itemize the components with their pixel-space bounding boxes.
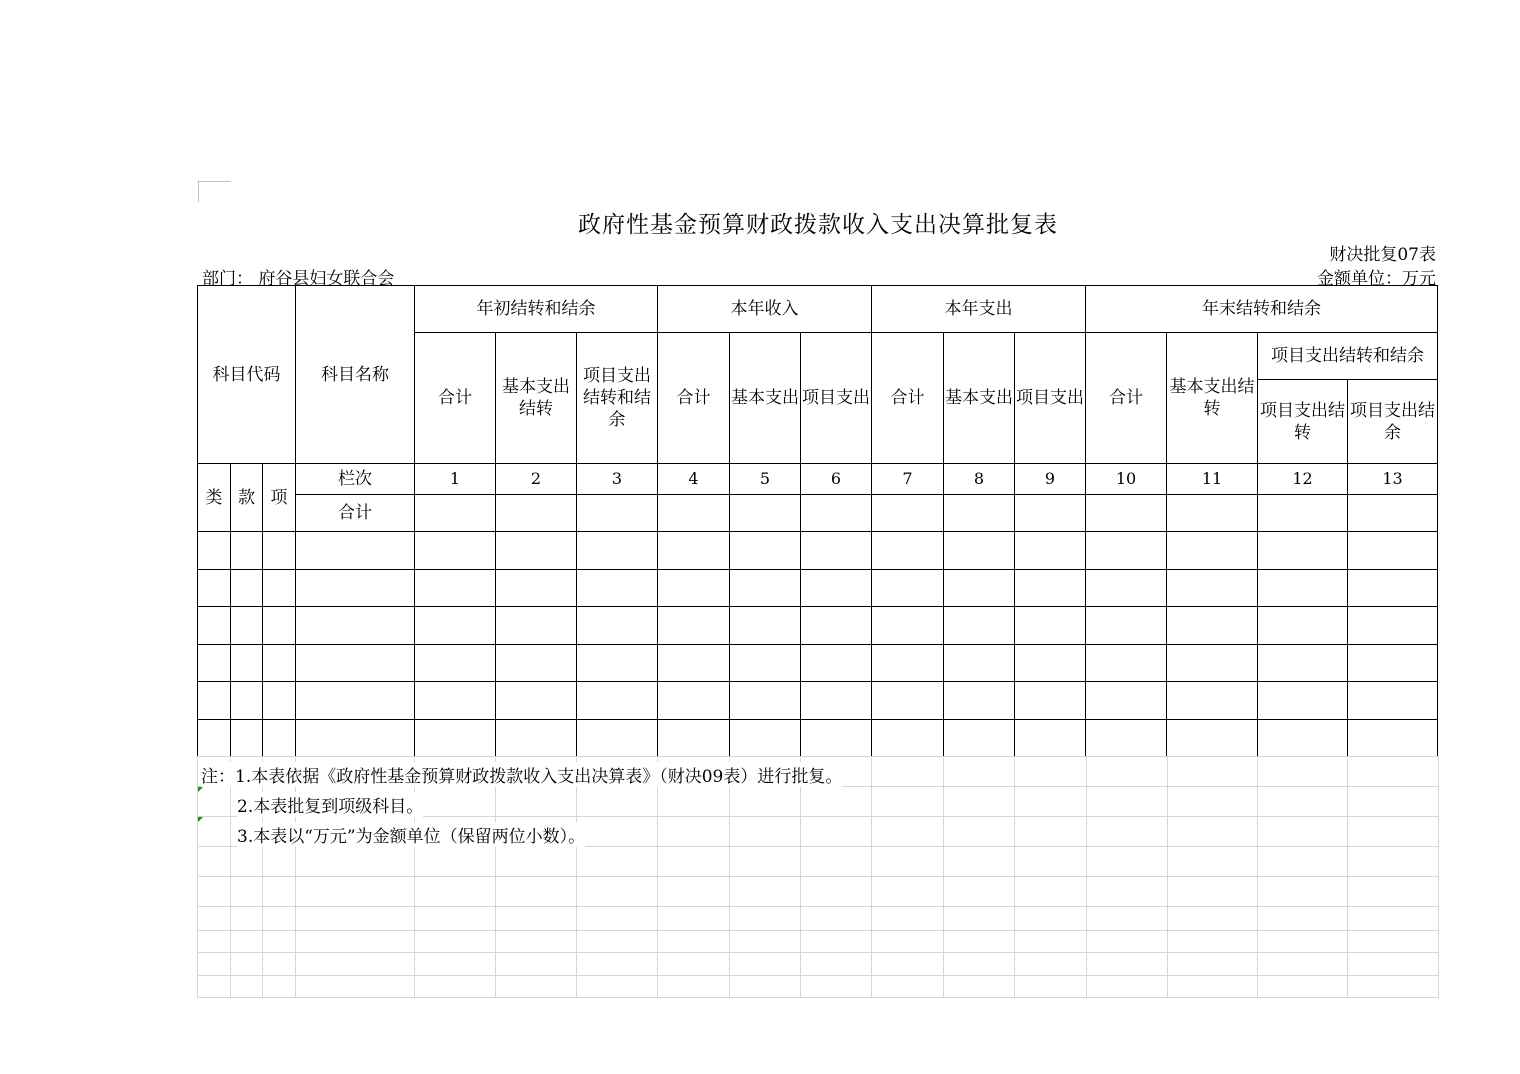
header-col: 合计	[1086, 333, 1167, 464]
table-cell[interactable]	[577, 719, 658, 757]
grid-line	[230, 756, 231, 998]
table-cell[interactable]	[1015, 644, 1086, 682]
department-label: 部门： 府谷县妇女联合会	[202, 269, 395, 289]
note-3: 3.本表以“万元”为金额单位（保留两位小数）。	[237, 822, 585, 847]
table-cell[interactable]	[1348, 495, 1438, 532]
grid-line	[495, 756, 496, 998]
table-cell[interactable]	[198, 682, 231, 720]
table-cell[interactable]	[730, 607, 801, 645]
table-cell[interactable]	[296, 682, 415, 720]
table-cell[interactable]	[415, 532, 496, 570]
table-cell[interactable]	[577, 532, 658, 570]
table-cell[interactable]	[1258, 495, 1348, 532]
table-row	[198, 607, 1438, 645]
table-cell[interactable]	[577, 569, 658, 607]
table-cell[interactable]	[231, 569, 263, 607]
table-cell[interactable]	[944, 532, 1015, 570]
header-col: 项目支出结余	[1348, 380, 1438, 464]
table-cell[interactable]	[872, 607, 944, 645]
col-number: 12	[1258, 464, 1348, 495]
table-cell[interactable]	[730, 644, 801, 682]
table-cell[interactable]	[496, 569, 577, 607]
header-subject-name: 科目名称	[296, 286, 415, 464]
table-cell[interactable]	[872, 495, 944, 532]
col-number: 6	[801, 464, 872, 495]
table-cell[interactable]	[1348, 569, 1438, 607]
header-group-opening: 年初结转和结余	[415, 286, 658, 333]
table-cell[interactable]	[730, 495, 801, 532]
cell-comment-marker	[198, 787, 203, 792]
table-cell[interactable]	[1086, 719, 1167, 757]
header-col: 项目支出	[801, 333, 872, 464]
table-cell[interactable]	[296, 719, 415, 757]
amount-unit: 金额单位：万元	[1317, 269, 1436, 289]
table-cell[interactable]	[1086, 644, 1167, 682]
table-cell[interactable]	[1258, 682, 1348, 720]
table-cell[interactable]	[730, 569, 801, 607]
col-index-label: 栏次	[296, 464, 415, 495]
total-row	[198, 495, 1438, 532]
grid-line	[197, 952, 1438, 953]
table-cell[interactable]	[231, 644, 263, 682]
table-cell[interactable]	[1258, 569, 1348, 607]
table-cell[interactable]	[577, 682, 658, 720]
grid-line	[197, 997, 1438, 998]
header-col: 合计	[872, 333, 944, 464]
grid-line	[197, 975, 1438, 976]
header-col: 合计	[658, 333, 730, 464]
table-cell[interactable]	[1348, 532, 1438, 570]
table-cell[interactable]	[1086, 495, 1167, 532]
grid-line	[800, 756, 801, 998]
table-cell[interactable]	[496, 719, 577, 757]
table-cell[interactable]	[658, 682, 730, 720]
header-col: 基本支出	[944, 333, 1015, 464]
grid-line	[657, 756, 658, 998]
table-cell[interactable]	[1167, 682, 1258, 720]
grid-line	[197, 876, 1438, 877]
table-cell[interactable]	[658, 495, 730, 532]
table-cell[interactable]	[1167, 569, 1258, 607]
col-number: 13	[1348, 464, 1438, 495]
table-cell[interactable]	[296, 644, 415, 682]
table-cell[interactable]	[730, 682, 801, 720]
table-cell[interactable]	[1015, 719, 1086, 757]
table-cell[interactable]	[872, 569, 944, 607]
col-number: 5	[730, 464, 801, 495]
table-cell[interactable]	[577, 495, 658, 532]
note-2: 2.本表批复到项级科目。	[237, 792, 423, 817]
table-cell[interactable]	[658, 719, 730, 757]
table-cell[interactable]	[415, 495, 496, 532]
grid-line	[197, 906, 1438, 907]
table-cell[interactable]	[730, 719, 801, 757]
header-col: 合计	[415, 333, 496, 464]
table-cell[interactable]	[263, 607, 296, 645]
table-cell[interactable]	[730, 532, 801, 570]
table-cell[interactable]	[801, 644, 872, 682]
table-row	[198, 532, 1438, 570]
table-cell[interactable]	[296, 532, 415, 570]
table-cell[interactable]	[801, 682, 872, 720]
table-cell[interactable]	[801, 569, 872, 607]
table-cell[interactable]	[198, 569, 231, 607]
table-cell[interactable]	[944, 495, 1015, 532]
table-cell[interactable]	[1015, 532, 1086, 570]
table-row	[198, 682, 1438, 720]
header-col: 基本支出结转	[496, 333, 577, 464]
sheet-corner-mark	[198, 181, 231, 202]
table-cell[interactable]	[658, 532, 730, 570]
table-cell[interactable]	[872, 532, 944, 570]
table-cell[interactable]	[944, 719, 1015, 757]
table-cell[interactable]	[415, 719, 496, 757]
grid-line	[576, 756, 577, 998]
table-cell[interactable]	[658, 607, 730, 645]
grid-line	[197, 756, 198, 998]
table-cell[interactable]	[198, 719, 231, 757]
table-cell[interactable]	[296, 569, 415, 607]
form-number: 财决批复07表	[1329, 245, 1436, 265]
col-number: 1	[415, 464, 496, 495]
table-cell[interactable]	[198, 532, 231, 570]
table-cell[interactable]	[496, 532, 577, 570]
table-cell[interactable]	[1258, 607, 1348, 645]
table-cell[interactable]	[801, 719, 872, 757]
page-title: 政府性基金预算财政拨款收入支出决算批复表	[578, 212, 1058, 238]
table-cell[interactable]	[1348, 644, 1438, 682]
table-cell[interactable]	[263, 682, 296, 720]
table-cell[interactable]	[801, 495, 872, 532]
table-cell[interactable]	[496, 682, 577, 720]
grid-line	[1086, 756, 1087, 998]
table-cell[interactable]	[801, 607, 872, 645]
table-cell[interactable]	[577, 644, 658, 682]
table-cell[interactable]	[1258, 644, 1348, 682]
grid-line	[943, 756, 944, 998]
col-number: 7	[872, 464, 944, 495]
header-col: 基本支出结转	[1167, 333, 1258, 464]
grid-line	[1014, 756, 1015, 998]
table-cell[interactable]	[496, 644, 577, 682]
table-cell[interactable]	[231, 607, 263, 645]
grid-line	[1257, 756, 1258, 998]
table-cell[interactable]	[1167, 607, 1258, 645]
table-cell[interactable]	[231, 682, 263, 720]
table-cell[interactable]	[1015, 682, 1086, 720]
col-number: 4	[658, 464, 730, 495]
total-label: 合计	[296, 495, 415, 532]
grid-line	[197, 930, 1438, 931]
col-number: 10	[1086, 464, 1167, 495]
grid-line	[1167, 756, 1168, 998]
header-xiang: 项	[263, 464, 296, 532]
table-cell[interactable]	[415, 607, 496, 645]
table-row	[198, 569, 1438, 607]
header-col: 基本支出	[730, 333, 801, 464]
col-number: 11	[1167, 464, 1258, 495]
table-cell[interactable]	[1258, 532, 1348, 570]
table-cell[interactable]	[944, 682, 1015, 720]
table-cell[interactable]	[415, 644, 496, 682]
table-cell[interactable]	[1015, 569, 1086, 607]
table-cell[interactable]	[1086, 569, 1167, 607]
table-cell[interactable]	[872, 682, 944, 720]
col-number: 8	[944, 464, 1015, 495]
header-group-expense: 本年支出	[872, 286, 1086, 333]
table-cell[interactable]	[496, 607, 577, 645]
header-subject-code: 科目代码	[198, 286, 296, 464]
table-cell[interactable]	[263, 719, 296, 757]
table-cell[interactable]	[1167, 532, 1258, 570]
table-cell[interactable]	[198, 644, 231, 682]
table-cell[interactable]	[872, 644, 944, 682]
table-cell[interactable]	[198, 607, 231, 645]
table-cell[interactable]	[415, 569, 496, 607]
table-cell[interactable]	[231, 719, 263, 757]
table-cell[interactable]	[1167, 495, 1258, 532]
grid-line	[871, 756, 872, 998]
header-col: 项目支出结转和结余	[577, 333, 658, 464]
header-group-closing: 年末结转和结余	[1086, 286, 1438, 333]
table-cell[interactable]	[1348, 719, 1438, 757]
grid-line	[197, 756, 1438, 757]
col-number: 9	[1015, 464, 1086, 495]
table-cell[interactable]	[1015, 495, 1086, 532]
header-col: 项目支出	[1015, 333, 1086, 464]
table-cell[interactable]	[1348, 607, 1438, 645]
col-number: 2	[496, 464, 577, 495]
table-cell[interactable]	[577, 607, 658, 645]
grid-line	[729, 756, 730, 998]
table-row	[198, 719, 1438, 757]
header-class: 类	[198, 464, 231, 532]
table-cell[interactable]	[1348, 682, 1438, 720]
cell-comment-marker	[198, 817, 203, 822]
table-cell[interactable]	[263, 569, 296, 607]
table-cell[interactable]	[231, 532, 263, 570]
table-cell[interactable]	[1167, 644, 1258, 682]
grid-line	[1438, 756, 1439, 998]
table-cell[interactable]	[658, 644, 730, 682]
table-cell[interactable]	[496, 495, 577, 532]
note-1: 注：1.本表依据《政府性基金预算财政拨款收入支出决算表》（财决09表）进行批复。	[201, 762, 842, 787]
table-cell[interactable]	[296, 607, 415, 645]
table-row	[198, 644, 1438, 682]
table-cell[interactable]	[944, 569, 1015, 607]
header-col: 项目支出结转	[1258, 380, 1348, 464]
table-cell[interactable]	[658, 569, 730, 607]
table-cell[interactable]	[872, 719, 944, 757]
table-cell[interactable]	[1258, 719, 1348, 757]
header-sub-project-group: 项目支出结转和结余	[1258, 333, 1438, 380]
table-cell[interactable]	[944, 607, 1015, 645]
table-cell[interactable]	[1086, 532, 1167, 570]
col-number: 3	[577, 464, 658, 495]
table-cell[interactable]	[1086, 607, 1167, 645]
approval-table	[197, 285, 1438, 757]
header-kuan: 款	[231, 464, 263, 532]
table-cell[interactable]	[1015, 607, 1086, 645]
grid-line	[1347, 756, 1348, 998]
table-cell[interactable]	[263, 532, 296, 570]
table-cell[interactable]	[263, 644, 296, 682]
table-cell[interactable]	[415, 682, 496, 720]
table-cell[interactable]	[1086, 682, 1167, 720]
header-group-income: 本年收入	[658, 286, 872, 333]
table-cell[interactable]	[1167, 719, 1258, 757]
empty-data-rows	[198, 532, 1438, 757]
table-cell[interactable]	[944, 644, 1015, 682]
table-cell[interactable]	[801, 532, 872, 570]
